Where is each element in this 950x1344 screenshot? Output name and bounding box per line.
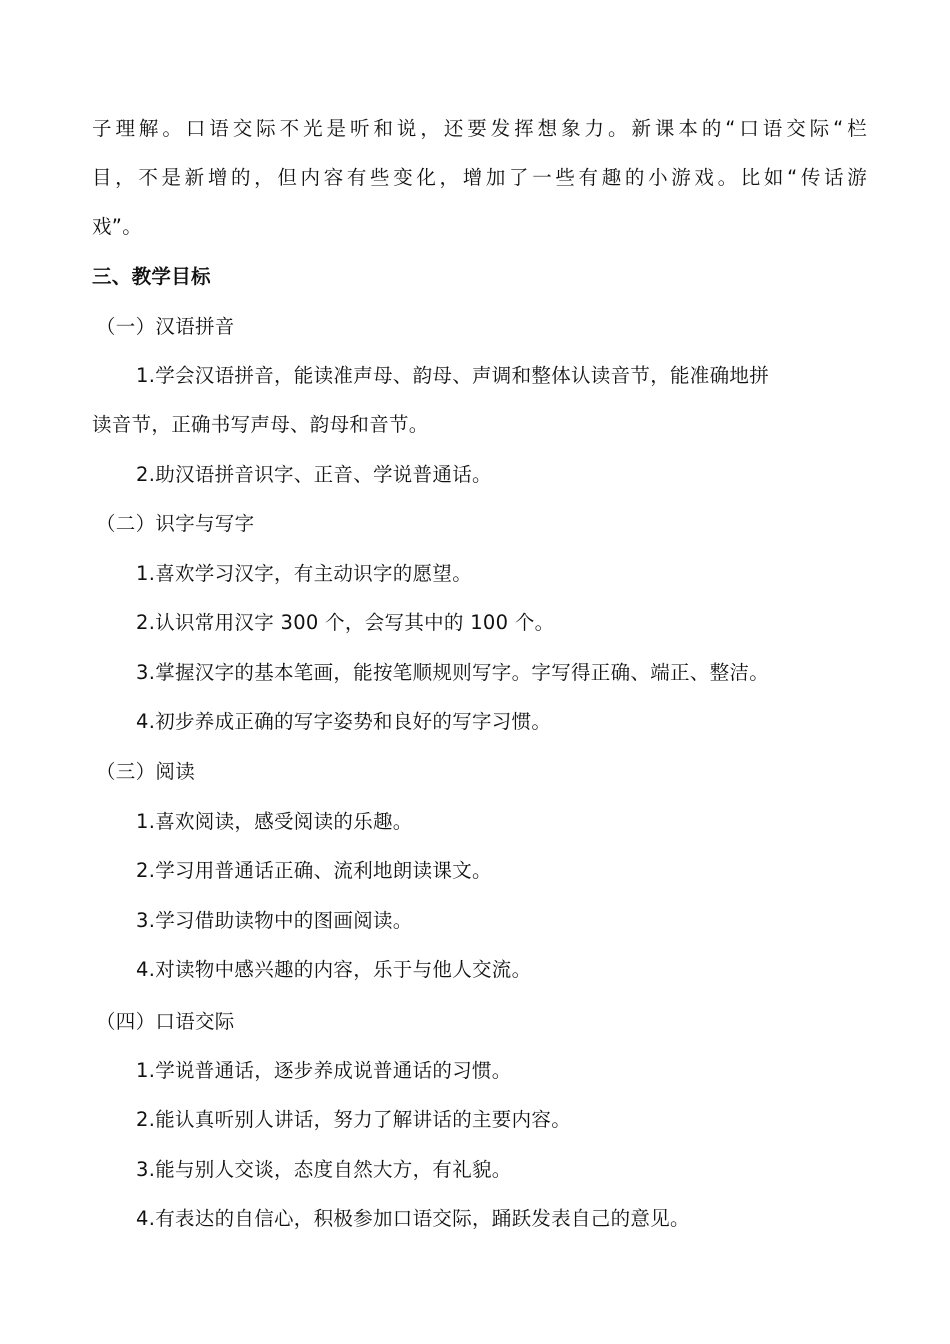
literacy-item-4: 4.初步养成正确的写字姿势和良好的写字习惯。 (136, 710, 552, 733)
intro-line-3: 戏”。 (92, 215, 143, 238)
literacy-heading: （二）识字与写字 (96, 512, 255, 535)
reading-item-1: 1.喜欢阅读，感受阅读的乐趣。 (136, 810, 413, 833)
reading-item-3: 3.学习借助读物中的图画阅读。 (136, 909, 413, 932)
speaking-item-4: 4.有表达的自信心，积极参加口语交际，踊跃发表自己的意见。 (136, 1207, 690, 1230)
pinyin-item-1-line-1: 1.学会汉语拼音，能读准声母、韵母、声调和整体认读音节，能准确地拼 (136, 364, 770, 387)
literacy-item-1: 1.喜欢学习汉字，有主动识字的愿望。 (136, 562, 473, 585)
pinyin-heading: （一）汉语拼音 (96, 315, 235, 338)
speaking-item-1: 1.学说普通话，逐步养成说普通话的习惯。 (136, 1059, 512, 1082)
speaking-heading: （四）口语交际 (96, 1010, 235, 1033)
pinyin-item-2: 2.助汉语拼音识字、正音、学说普通话。 (136, 463, 492, 486)
reading-item-4: 4.对读物中感兴趣的内容，乐于与他人交流。 (136, 958, 532, 981)
intro-line-2: 目，不是新增的，但内容有些变化，增加了一些有趣的小游戏。比如“传话游 (92, 166, 867, 189)
intro-line-1: 子理解。口语交际不光是听和说，还要发挥想象力。新课本的“口语交际“栏 (92, 117, 867, 140)
reading-heading: （三）阅读 (96, 760, 196, 783)
reading-item-2: 2.学习用普通话正确、流利地朗读课文。 (136, 859, 492, 882)
speaking-item-3: 3.能与别人交谈，态度自然大方，有礼貌。 (136, 1158, 512, 1181)
literacy-item-3: 3.掌握汉字的基本笔画，能按笔顺规则写字。字写得正确、端正、整洁。 (136, 661, 770, 684)
speaking-item-2: 2.能认真听别人讲话，努力了解讲话的主要内容。 (136, 1108, 572, 1131)
section-title: 三、教学目标 (92, 265, 211, 288)
literacy-item-2: 2.认识常用汉字 300 个，会写其中的 100 个。 (136, 611, 555, 634)
pinyin-item-1-line-2: 读音节，正确书写声母、韵母和音节。 (92, 413, 429, 436)
